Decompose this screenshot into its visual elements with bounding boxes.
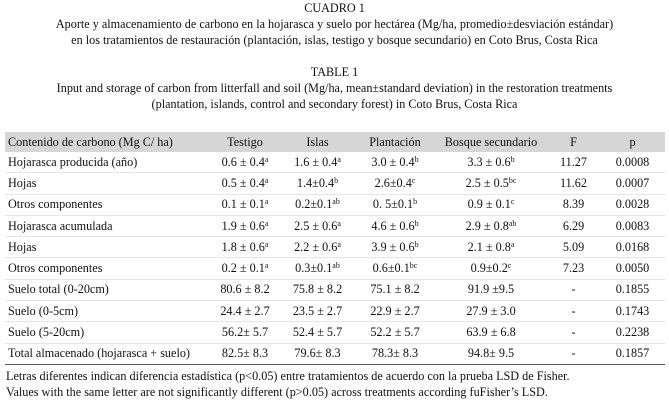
cell-p — [600, 258, 665, 279]
cell-plantacion — [355, 215, 435, 236]
row-label: Suelo total (0-20cm) — [5, 279, 210, 300]
cell-islas — [280, 215, 355, 236]
cell-plantacion — [355, 194, 435, 215]
table-body — [5, 152, 665, 364]
significance-letter: a — [264, 197, 269, 207]
cell-value: 2.2 ± 0.6 — [294, 239, 338, 254]
row-label: Hojarasca acumulada — [5, 215, 210, 236]
header-plantacion: Plantación — [355, 132, 435, 152]
caption-es-title: CUADRO 1 — [304, 1, 365, 15]
cell-value: 0.5 ± 0.4 — [221, 175, 265, 190]
cell-plantacion — [355, 279, 435, 300]
cell-f — [547, 194, 600, 215]
cell-value: 24.4 ± 2.7 — [220, 303, 270, 318]
cell-value: 0.1855 — [615, 282, 650, 297]
significance-letter: b — [413, 197, 418, 207]
table-row — [5, 322, 665, 343]
cell-value: 63.9 ± 6.8 — [466, 325, 516, 340]
cell-islas — [280, 258, 355, 279]
cell-testigo — [210, 301, 280, 322]
cell-f — [547, 322, 600, 343]
cell-testigo — [210, 343, 280, 364]
cell-p — [600, 279, 665, 300]
significance-letter: b — [414, 154, 419, 164]
cell-bosque-secundario — [435, 301, 547, 322]
cell-f — [547, 343, 600, 364]
cell-testigo — [210, 173, 280, 194]
significance-letter: b — [414, 239, 419, 249]
header-bosque-secundario: Bosque secundario — [435, 132, 547, 152]
cell-value: 2.6±0.4 — [374, 175, 412, 190]
significance-letter: a — [264, 239, 269, 249]
cell-islas — [280, 237, 355, 258]
cell-value: - — [571, 325, 576, 340]
cell-f — [547, 237, 600, 258]
cell-f — [547, 215, 600, 236]
cell-value: - — [571, 346, 576, 361]
cell-bosque-secundario — [435, 322, 547, 343]
cell-value: 82.5± 8.3 — [221, 346, 269, 361]
header-carbon-content: Contenido de carbono (Mg C/ ha) — [5, 132, 210, 152]
cell-f — [547, 173, 600, 194]
row-label: Suelo (5-20cm) — [5, 322, 210, 343]
cell-value: 78.3± 8.3 — [371, 346, 419, 361]
cell-value: 0.0050 — [615, 261, 650, 276]
cell-p — [600, 322, 665, 343]
cell-value: 2.1 ± 0.8 — [467, 239, 511, 254]
table-row — [5, 279, 665, 300]
significance-letter: bc — [508, 175, 517, 185]
table-row — [5, 194, 665, 215]
cell-testigo — [210, 152, 280, 173]
cell-value: 52.4 ± 5.7 — [292, 325, 343, 340]
cell-p — [600, 215, 665, 236]
cell-f — [547, 279, 600, 300]
cell-value: 2.5 ± 0.5 — [465, 175, 509, 190]
cell-islas — [280, 343, 355, 364]
table-row — [5, 343, 665, 364]
cell-value: 0.2±0.1 — [295, 197, 333, 212]
table-row — [5, 173, 665, 194]
cell-value: 0. 5±0.1 — [372, 197, 414, 212]
cell-value: 2.5 ± 0.6 — [294, 218, 338, 233]
cell-islas — [280, 322, 355, 343]
cell-bosque-secundario — [435, 237, 547, 258]
cell-testigo — [210, 322, 280, 343]
table-row — [5, 237, 665, 258]
cell-testigo — [210, 237, 280, 258]
cell-p — [600, 152, 665, 173]
cell-value: - — [571, 282, 576, 297]
row-label: Total almacenado (hojarasca + suelo) — [5, 343, 210, 364]
table-row — [5, 258, 665, 279]
caption-en-title: TABLE 1 — [310, 65, 359, 79]
caption-es-line-2: en los tratamientos de restauración (plantación, islas, testigo y bosque secundario) en Coto Brus, Costa Rica — [71, 33, 598, 47]
significance-letter: a — [337, 218, 341, 228]
cell-islas — [280, 173, 355, 194]
cell-value: 94.8± 9.5 — [467, 346, 515, 361]
significance-letter: ab — [332, 261, 340, 271]
cell-plantacion — [355, 301, 435, 322]
cell-value: 1.6 ± 0.4 — [294, 154, 338, 169]
cell-bosque-secundario — [435, 279, 547, 300]
cell-islas — [280, 152, 355, 173]
cell-value: 0.2238 — [615, 325, 650, 340]
cell-bosque-secundario — [435, 173, 547, 194]
cell-value: 0.6±0.1 — [372, 261, 410, 276]
significance-letter: c — [507, 261, 512, 271]
row-label: Otros componentes — [5, 258, 210, 279]
row-label: Hojarasca producida (año) — [5, 152, 210, 173]
cell-plantacion — [355, 258, 435, 279]
cell-value: 11.27 — [560, 154, 587, 169]
cell-p — [600, 237, 665, 258]
cell-value: 75.8 ± 8.2 — [292, 282, 343, 297]
cell-p — [600, 343, 665, 364]
cell-value: 1.4±0.4 — [296, 175, 335, 190]
cell-value: - — [571, 303, 576, 318]
cell-value: 0.0168 — [615, 239, 650, 254]
cell-value: 75.1 ± 8.2 — [370, 282, 420, 297]
cell-value: 3.9 ± 0.6 — [371, 239, 415, 254]
cell-value: 91.9 ±9.5 — [467, 282, 515, 297]
significance-letter: a — [264, 261, 269, 271]
cell-value: 0.2 ± 0.1 — [221, 261, 265, 276]
cell-f — [547, 152, 600, 173]
cell-f — [547, 301, 600, 322]
cell-plantacion — [355, 322, 435, 343]
significance-letter: a — [264, 175, 269, 185]
cell-bosque-secundario — [435, 343, 547, 364]
cell-value: 0.6 ± 0.4 — [221, 154, 265, 169]
cell-value: 6.29 — [562, 218, 585, 233]
cell-value: 0.9±0.2 — [470, 261, 508, 276]
cell-value: 5.09 — [562, 239, 585, 254]
cell-value: 0.0083 — [615, 218, 650, 233]
row-label: Hojas — [5, 237, 210, 258]
cell-value: 8.39 — [562, 197, 585, 212]
row-label: Hojas — [5, 173, 210, 194]
cell-p — [600, 301, 665, 322]
significance-letter: c — [510, 197, 515, 207]
cell-value: 56.2± 5.7 — [221, 325, 269, 340]
row-label: Otros componentes — [5, 194, 210, 215]
cell-value: 11.62 — [560, 175, 587, 190]
cell-value: 3.0 ± 0.4 — [371, 154, 415, 169]
significance-letter: a — [337, 239, 341, 249]
caption-en-line-1: Input and storage of carbon from litterfall and soil (Mg/ha, mean±standard deviation) in the restoration treatments — [56, 81, 613, 95]
cell-value: 52.2 ± 5.7 — [370, 325, 420, 340]
cell-bosque-secundario — [435, 194, 547, 215]
significance-letter: a — [264, 154, 269, 164]
cell-testigo — [210, 279, 280, 300]
cell-value: 0.1857 — [615, 346, 650, 361]
cell-value: 79.6± 8.3 — [294, 346, 341, 361]
cell-f — [547, 258, 600, 279]
significance-letter: b — [414, 218, 419, 228]
table-row — [5, 215, 665, 236]
cell-value: 0.1743 — [615, 303, 650, 318]
cell-testigo — [210, 194, 280, 215]
cell-value: 22.9 ± 2.7 — [370, 303, 420, 318]
significance-letter: a — [510, 239, 515, 249]
cell-p — [600, 173, 665, 194]
cell-testigo — [210, 215, 280, 236]
significance-letter: a — [337, 154, 341, 164]
cell-testigo — [210, 258, 280, 279]
significance-letter: ab — [508, 218, 517, 228]
cell-value: 0.0028 — [615, 197, 650, 212]
cell-bosque-secundario — [435, 152, 547, 173]
significance-letter: bc — [409, 261, 418, 271]
table-row — [5, 152, 665, 173]
cell-islas — [280, 301, 355, 322]
significance-letter: a — [264, 218, 269, 228]
cell-plantacion — [355, 152, 435, 173]
cell-value: 0.0008 — [615, 154, 650, 169]
cell-value: 1.9 ± 0.6 — [221, 218, 265, 233]
carbon-table-container — [5, 132, 665, 365]
header-testigo: Testigo — [210, 132, 280, 152]
significance-letter: b — [510, 154, 515, 164]
cell-islas — [280, 194, 355, 215]
carbon-table — [5, 132, 665, 365]
cell-value: 3.3 ± 0.6 — [467, 154, 511, 169]
significance-letter: ab — [332, 197, 340, 207]
cell-islas — [280, 279, 355, 300]
row-label: Suelo (0-5cm) — [5, 301, 210, 322]
cell-value: 0.0007 — [615, 175, 650, 190]
significance-letter: c — [411, 175, 416, 185]
table-row — [5, 301, 665, 322]
cell-value: 27.9 ± 3.0 — [466, 303, 516, 318]
header-islas: Islas — [280, 132, 355, 152]
cell-plantacion — [355, 343, 435, 364]
cell-value: 7.23 — [562, 261, 585, 276]
cell-value: 1.8 ± 0.6 — [221, 239, 265, 254]
cell-value: 0.3±0.1 — [295, 261, 333, 276]
cell-value: 0.1 ± 0.1 — [221, 197, 265, 212]
cell-value: 0.9 ± 0.1 — [467, 197, 511, 212]
cell-p — [600, 194, 665, 215]
cell-value: 80.6 ± 8.2 — [220, 282, 270, 297]
cell-value: 4.6 ± 0.6 — [371, 218, 415, 233]
cell-plantacion — [355, 173, 435, 194]
footnote-en: Values with the same letter are not significantly different (p>0.05) across treatments according fuFisher’s LSD. — [6, 385, 548, 399]
cell-plantacion — [355, 237, 435, 258]
header-f: F — [547, 132, 600, 152]
cell-bosque-secundario — [435, 258, 547, 279]
cell-value: 23.5 ± 2.7 — [292, 303, 343, 318]
significance-letter: b — [334, 175, 339, 185]
header-p: p — [600, 132, 665, 152]
cell-bosque-secundario — [435, 215, 547, 236]
footnote-es: Letras diferentes indican diferencia estadística (p<0.05) entre tratamientos de acuerdo con la prueba LSD de Fisher. — [6, 369, 570, 383]
cell-value: 2.9 ± 0.8 — [465, 218, 509, 233]
caption-es-line-1: Aporte y almacenamiento de carbono en la hojarasca y suelo por hectárea (Mg/ha, promedio±desviación estándar) — [55, 17, 614, 31]
caption-en-line-2: (plantation, islands, control and secondary forest) in Coto Brus, Costa Rica — [151, 97, 518, 111]
table-header-row — [5, 132, 665, 152]
